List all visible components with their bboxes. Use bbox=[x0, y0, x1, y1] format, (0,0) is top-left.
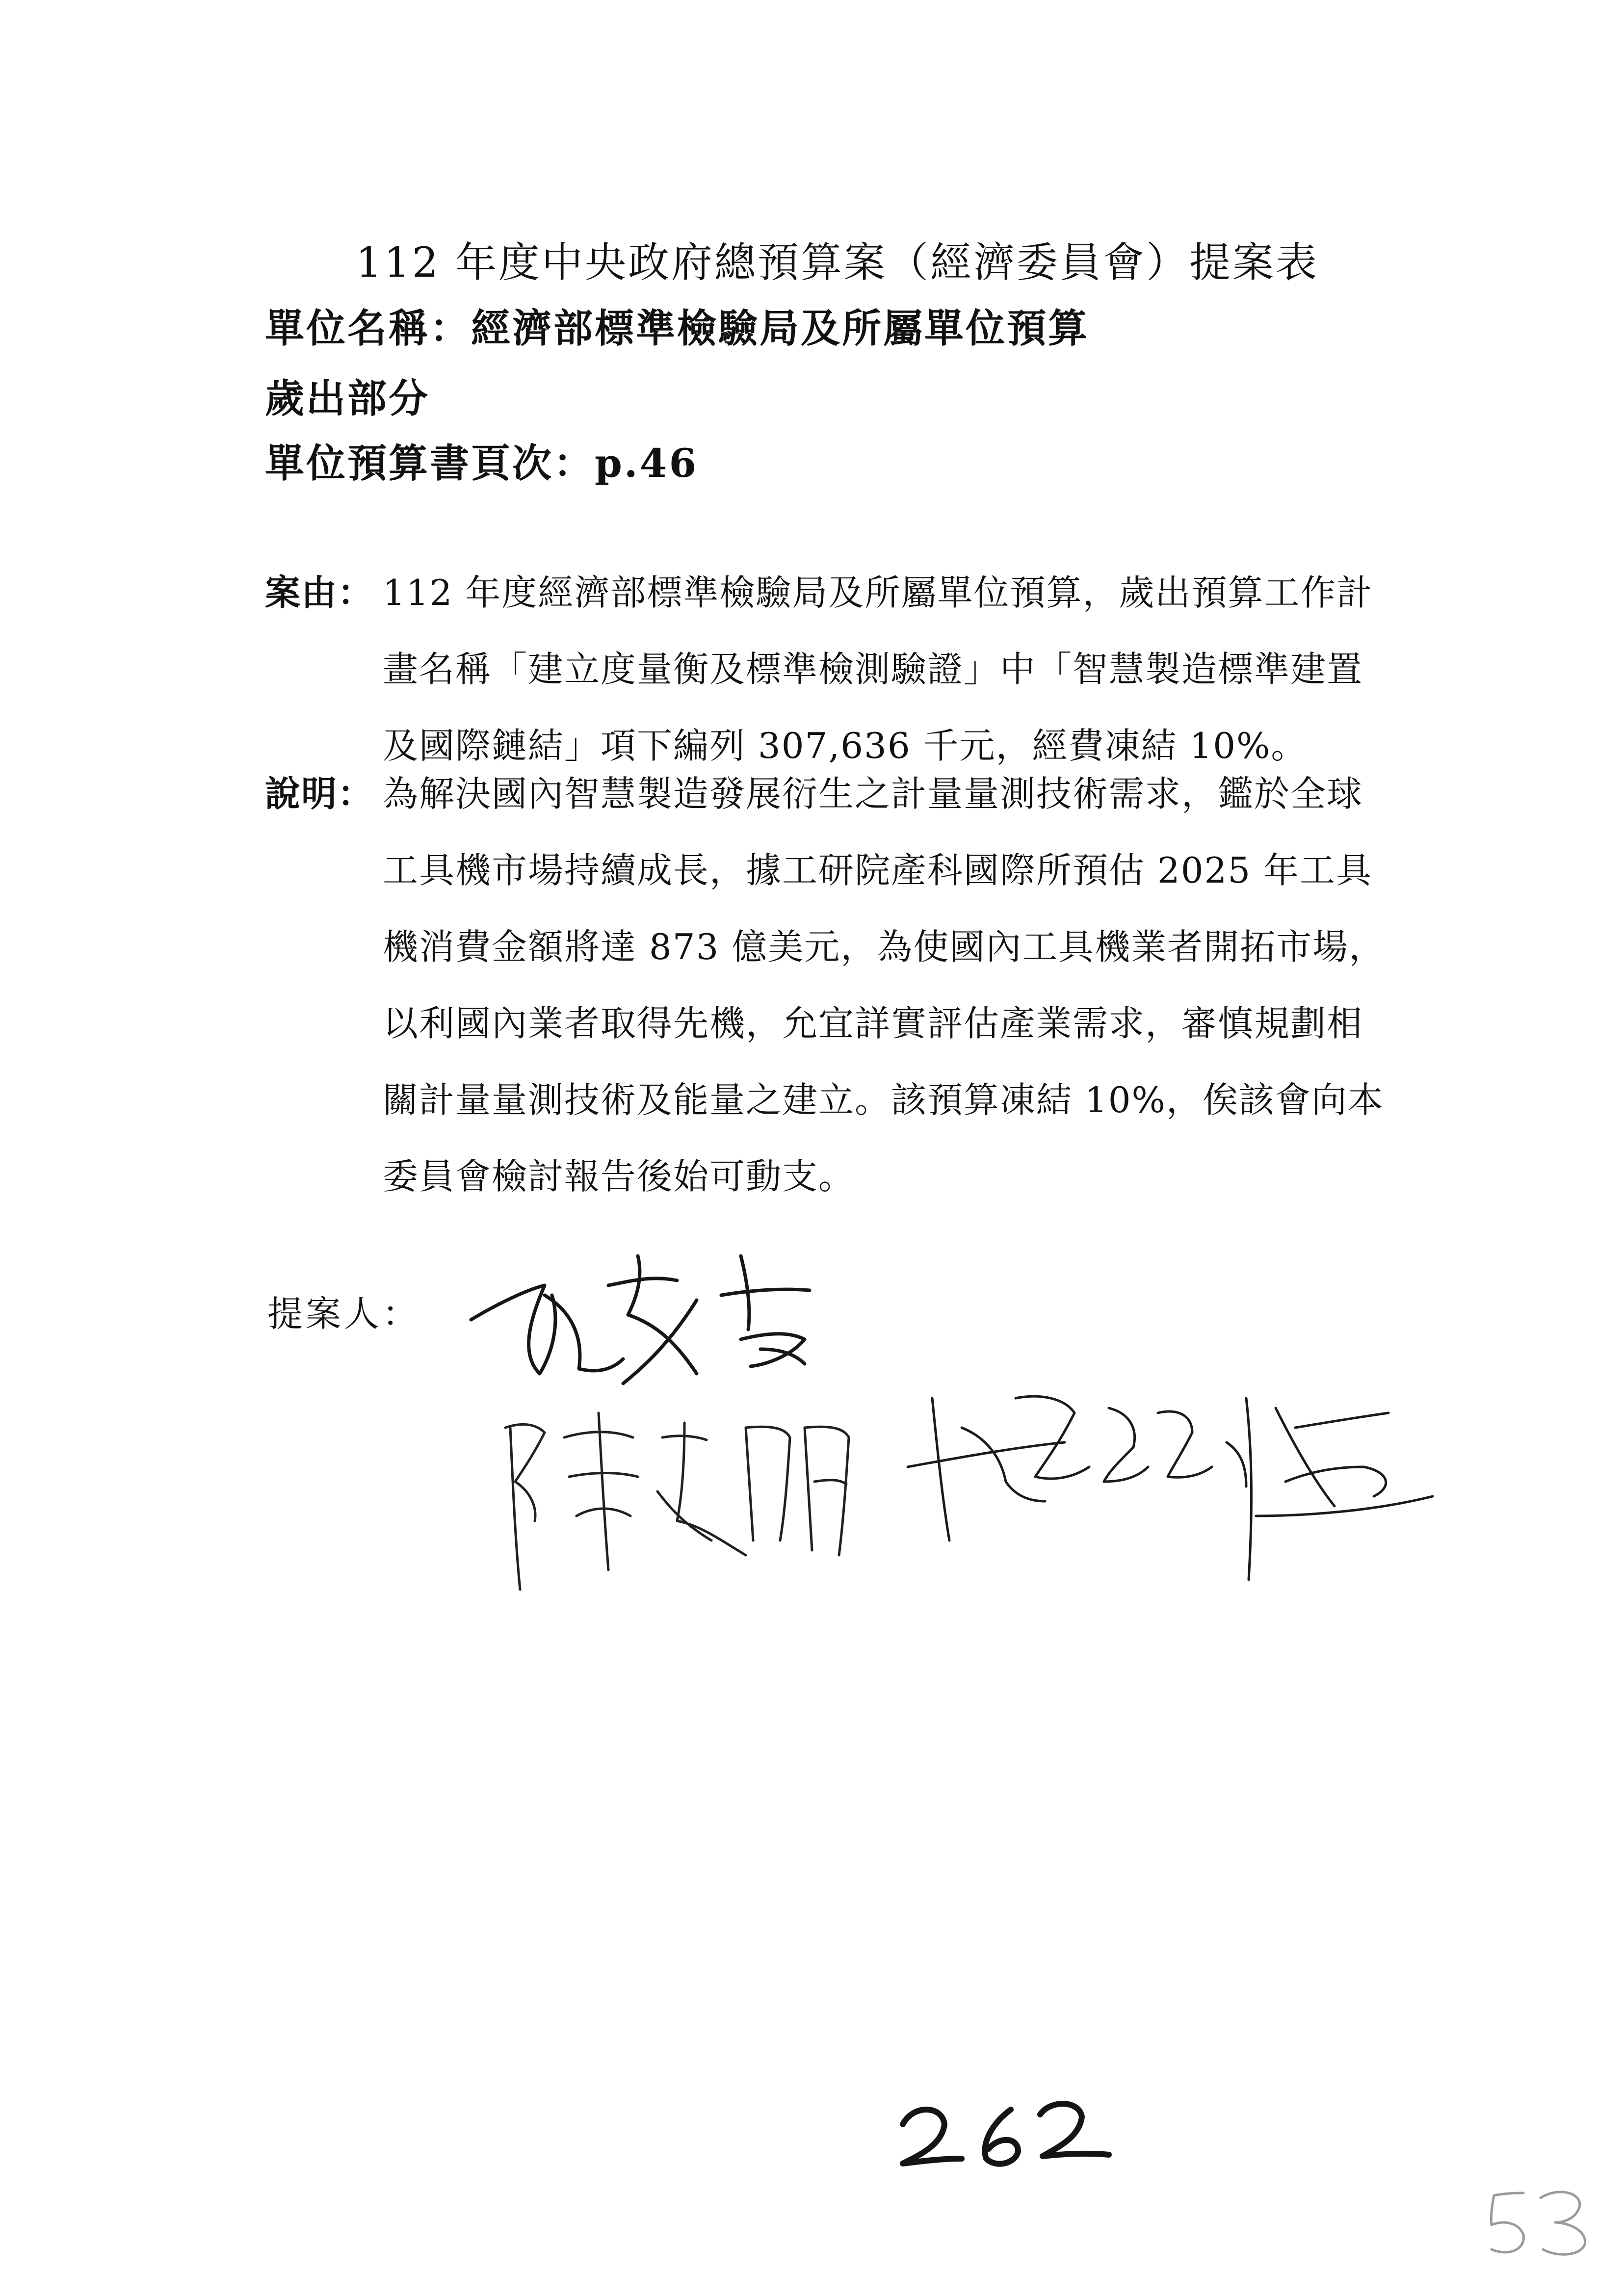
cause-line: 112 年度經濟部標準檢驗局及所屬單位預算，歲出預算工作計 bbox=[383, 572, 1373, 613]
handwritten-page-number bbox=[893, 2090, 1114, 2173]
cause-line: 畫名稱「建立度量衡及標準檢測驗證」中「智慧製造標準建置 bbox=[383, 649, 1363, 690]
explanation-label: 說明： bbox=[265, 773, 374, 814]
unit-name: 單位名稱：經濟部標準檢驗局及所屬單位預算 bbox=[265, 305, 1089, 351]
document-title: 112 年度中央政府總預算案（經濟委員會）提案表 bbox=[356, 238, 1319, 287]
explanation-line: 為解決國內智慧製造發展衍生之計量量測技術需求，鑑於全球 bbox=[383, 773, 1363, 814]
explanation-section bbox=[265, 756, 1413, 1215]
explanation-line: 機消費金額將達 873 億美元，為使國內工具機業者開拓市場， bbox=[383, 926, 1386, 967]
proposer-label: 提案人： bbox=[267, 1293, 421, 1334]
cause-line: 及國際鏈結」項下編列 307,636 千元，經費凍結 10%。 bbox=[383, 725, 1308, 766]
explanation-line: 委員會檢討報告後始可動支。 bbox=[383, 1156, 855, 1197]
signature-1 bbox=[466, 1226, 859, 1403]
corner-page-number bbox=[1482, 2178, 1604, 2262]
section-label: 歲出部分 bbox=[265, 375, 430, 421]
cause-label: 案由： bbox=[265, 572, 374, 613]
signature-2 bbox=[491, 1393, 883, 1599]
cause-body bbox=[383, 554, 1413, 784]
explanation-body bbox=[383, 756, 1413, 1215]
explanation-line: 工具機市場持續成長，據工研院產科國際所預估 2025 年工具 bbox=[383, 850, 1373, 891]
explanation-line: 以利國內業者取得先機，允宜詳實評估產業需求，審慎規劃相 bbox=[383, 1003, 1363, 1044]
signature-3 bbox=[903, 1369, 1442, 1599]
budget-page-ref: 單位預算書頁次：p.46 bbox=[265, 440, 699, 486]
explanation-line: 關計量量測技術及能量之建立。該預算凍結 10%，俟該會向本 bbox=[383, 1079, 1384, 1121]
cause-section bbox=[265, 554, 1413, 784]
